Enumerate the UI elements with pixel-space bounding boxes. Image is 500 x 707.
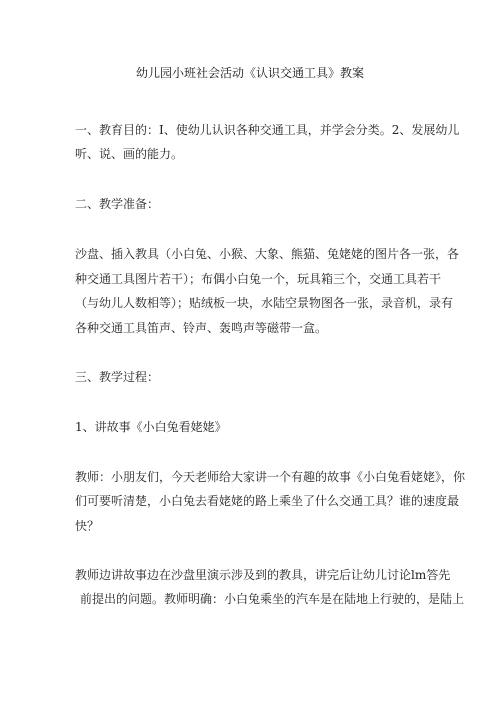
text-line: 快？ (75, 519, 100, 533)
section-heading: 三、教学过程： (75, 370, 160, 384)
text-line: 各种交通工具笛声、铃声、轰鸣声等磁带一盒。 (75, 321, 328, 335)
text-line: 一、教育目的：I、使幼儿认识各种交通工具，并学会分类。2、发展幼儿 (75, 123, 460, 137)
subsection-heading: 1、讲故事《小白兔看姥姥》 (75, 420, 227, 434)
text-line: （与幼儿人数相等）；贴绒板一块，水陆空景物图各一张，录音机，录有 (75, 296, 454, 310)
text-line: 教师边讲故事边在沙盘里演示涉及到的教具，讲完后让幼儿讨论lm答先 (75, 568, 451, 582)
document-title: 幼儿园小班社会活动《认识交通工具》教案 (135, 66, 364, 80)
text-line: 们可要听清楚，小白兔去看姥姥的路上乘坐了什么交通工具？谁的速度最 (75, 494, 460, 508)
text-line: 教师：小朋友们，今天老师给大家讲一个有趣的故事《小白兔看姥姥》，你 (75, 470, 466, 484)
text-line: 前提出的问题。教师明确：小白兔乘坐的汽车是在陆地上行驶的，是陆上 (80, 592, 465, 606)
text-line: 听、说、画的能力。 (75, 147, 184, 161)
text-line: 种交通工具图片若干）；布偶小白兔一个，玩具箱三个，交通工具若干 (75, 272, 442, 286)
section-heading: 二、教学准备： (75, 197, 160, 211)
text-line: 沙盘、插入教具（小白兔、小猴、大象、熊猫、兔姥姥的图片各一张，各 (75, 247, 460, 261)
